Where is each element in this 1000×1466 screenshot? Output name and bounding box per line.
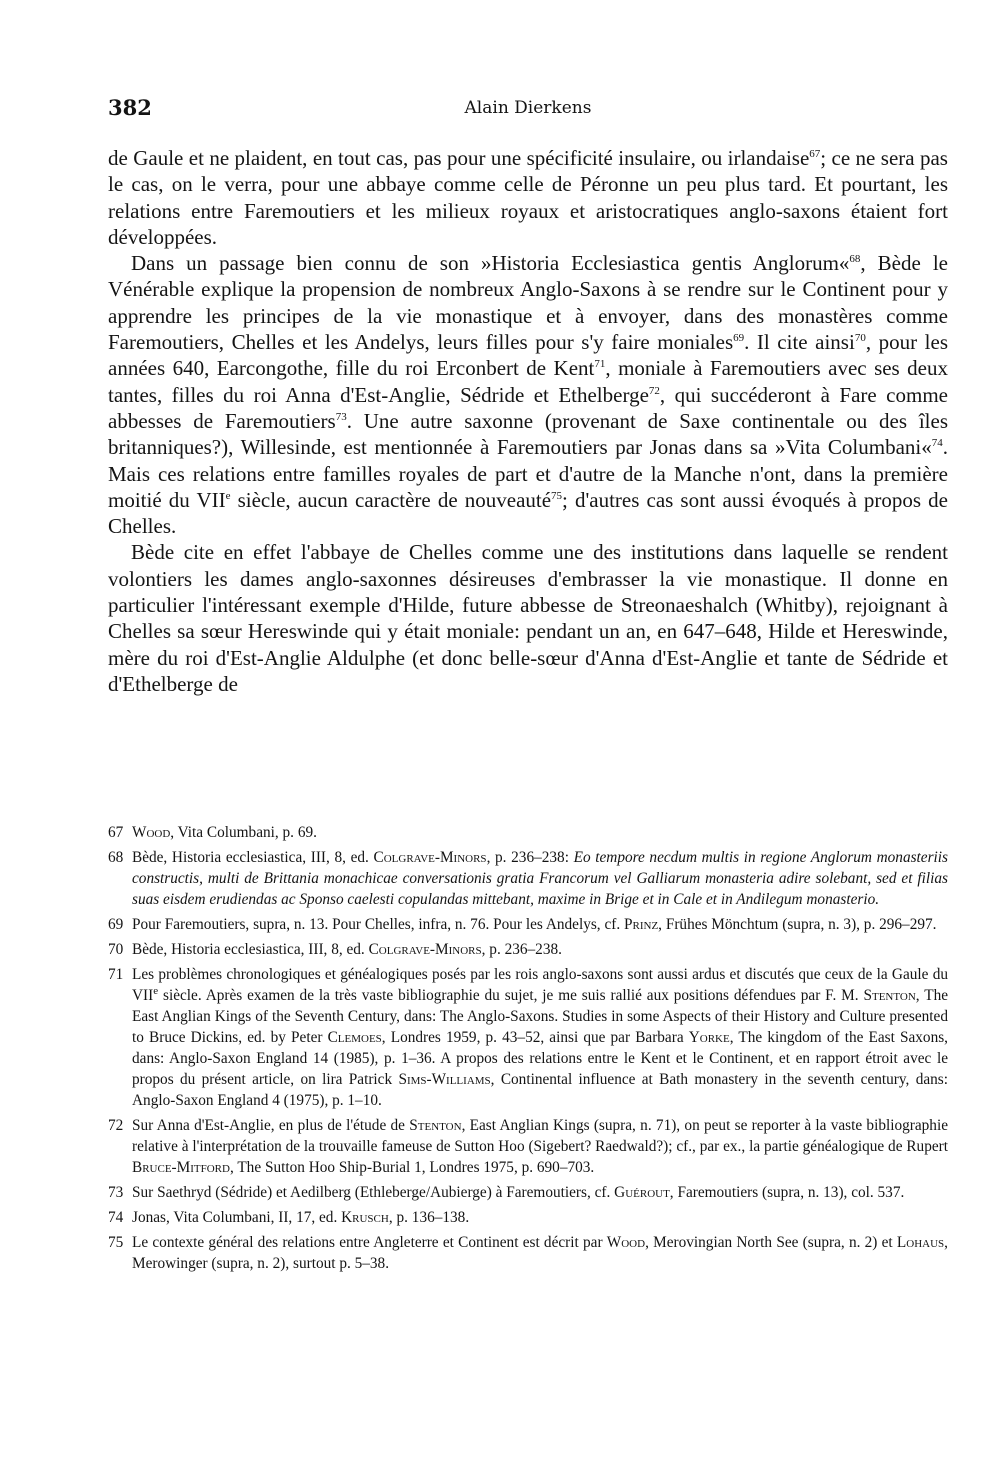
footnote bbox=[108, 914, 948, 935]
text-run: , The kingdom of the East Saxons, dans: Anglo-Saxon England 14 (1985), p. 1–36. A propos des relations entre le Kent et le Continent, et en rapport étroit avec le propos du présent article, on lira Patrick bbox=[132, 1029, 948, 1088]
page bbox=[108, 95, 948, 697]
text-run: , Londres 1959, p. 43–52, ainsi que par Barbara bbox=[381, 1029, 689, 1046]
note-reference: 70 bbox=[854, 332, 866, 345]
text-run: Sur Anna d'Est-Anglie, en plus de l'étude de bbox=[132, 1117, 410, 1134]
footnote bbox=[108, 822, 948, 843]
note-reference: 72 bbox=[648, 384, 660, 397]
footnote-number: 70 bbox=[108, 941, 124, 958]
author-name: Prinz bbox=[624, 916, 659, 933]
text-run: Le contexte général des relations entre Angleterre et Continent est décrit par bbox=[132, 1234, 607, 1251]
note-reference: 68 bbox=[849, 253, 861, 266]
author-name: Clemoes bbox=[327, 1029, 382, 1046]
text-run: , East Anglian Kings (supra, n. 71), on peut se reporter à la vaste bibliographie relative à l'interprétation de la trouvaille fameuse de Sutton Hoo (Sigebert? Raedwald?); cf., par ex., la partie généalogique de Rupert bbox=[132, 1117, 948, 1155]
footnote-text bbox=[132, 1117, 948, 1176]
text-run: , Merovingian North See (supra, n. 2) et bbox=[645, 1234, 897, 1251]
footnote-number: 75 bbox=[108, 1234, 124, 1251]
footnote-text bbox=[132, 1234, 948, 1272]
text-run: , Merowinger (supra, n. 2), surtout p. 5–38. bbox=[132, 1234, 948, 1272]
author-name: Guérout bbox=[614, 1184, 670, 1201]
text-run: , qui succéderont à Fare comme abbesses de Faremoutiers bbox=[108, 382, 948, 433]
body-paragraph bbox=[108, 250, 948, 539]
author-name: Krusch bbox=[341, 1209, 389, 1226]
author-name: Wood bbox=[606, 1234, 646, 1251]
author-name: Lohaus bbox=[896, 1234, 945, 1251]
footnote-number: 68 bbox=[108, 849, 124, 866]
text-run: Bède, Historia ecclesiastica, III, 8, ed. bbox=[132, 849, 374, 866]
text-run: Jonas, Vita Columbani, II, 17, ed. bbox=[132, 1209, 342, 1226]
text-run: de Gaule et ne plaident, en tout cas, pas pour une spécificité insulaire, ou irlandaise bbox=[108, 146, 810, 170]
footnote bbox=[108, 964, 948, 1111]
footnote-text bbox=[132, 1209, 469, 1226]
note-reference: 69 bbox=[733, 332, 745, 345]
text-run: , Bède le Vénérable explique la propension de nombreux Anglo-Saxons à se rendre sur le Continent pour y apprendre les principes de la vie monastique et à envoyer, dans des monastères comme Faremoutiers, Chelles et les Andelys, leurs filles pour s'y faire moniales bbox=[108, 251, 948, 355]
footnote-text bbox=[132, 824, 317, 841]
footnote bbox=[108, 1115, 948, 1178]
text-run: Sur Saethryd (Sédride) et Aedilberg (Ethleberge/Aubierge) à Faremoutiers, cf. bbox=[132, 1184, 615, 1201]
text-run: , p. 136–138. bbox=[388, 1209, 470, 1226]
note-reference: 75 bbox=[551, 489, 563, 502]
footnote-number: 69 bbox=[108, 916, 124, 933]
footnotes bbox=[108, 822, 948, 1278]
text-run: , The Sutton Hoo Ship-Burial 1, Londres 1975, p. 690–703. bbox=[229, 1159, 595, 1176]
note-reference: 71 bbox=[594, 358, 606, 371]
author-name: Sims-Williams bbox=[398, 1071, 491, 1088]
text-run: , Faremoutiers (supra, n. 13), col. 537. bbox=[669, 1184, 905, 1201]
footnote-number: 71 bbox=[108, 966, 124, 983]
footnote-text bbox=[132, 966, 948, 1109]
text-run: ; ce ne sera pas le cas, on le verra, pour une abbaye comme celle de Péronne un peu plus tard. Et pourtant, les relations entre Faremoutiers et les milieux royaux et aristocratiques anglo-saxons étaient fort développées. bbox=[108, 146, 948, 249]
footnote-text bbox=[132, 1184, 904, 1201]
text-run: Bède, Historia ecclesiastica, III, 8, ed. bbox=[132, 941, 369, 958]
text-run: , Vita Columbani, p. 69. bbox=[170, 824, 317, 841]
footnote-text bbox=[132, 849, 948, 908]
note-reference: e bbox=[153, 984, 159, 997]
footnote-number: 72 bbox=[108, 1117, 124, 1134]
text-run: , Continental influence at Bath monastery in the seventh century, dans: Anglo-Saxon England 4 (1975), p. 1–10. bbox=[132, 1071, 948, 1109]
author-name: Wood bbox=[132, 824, 171, 841]
footnote bbox=[108, 847, 948, 910]
latin-quote: Eo tempore necdum multis in regione Anglorum monasteriis constructis, multi de Brittania monachicae conversationis gratia Francorum vel Galliarum monasteria adire solebant, sed et filias suas eisdem erudiendas ac Sponso caelesti copulandas mittebant, maxime in Brige et in Cale et in Andilegum monasterio. bbox=[132, 849, 948, 908]
text-run: , p. 236–238: bbox=[486, 849, 574, 866]
note-reference: 74 bbox=[931, 437, 943, 450]
footnote bbox=[108, 1182, 948, 1203]
author-name: Bruce-Mitford bbox=[132, 1159, 230, 1176]
footnote-number: 74 bbox=[108, 1209, 124, 1226]
text-run: . Mais ces relations entre familles royales de part et d'autre de la Manche n'ont, dans la première moitié du VII bbox=[108, 435, 948, 512]
author-name: Stenton bbox=[863, 987, 916, 1004]
text-run: siècle. Après examen de la très vaste bibliographie du sujet, je me suis rallié aux positions défendues par F. M. bbox=[158, 987, 864, 1004]
body-paragraph bbox=[108, 539, 948, 697]
text-run: , Frühes Mönchtum (supra, n. 3), p. 296–297. bbox=[658, 916, 937, 933]
text-run: , pour les années 640, Earcongothe, fille du roi Erconbert de Kent bbox=[108, 330, 948, 381]
text-run: , moniale à Faremoutiers avec ses deux tantes, filles du roi Anna d'Est-Anglie, Sédride et Ethelberge bbox=[108, 356, 948, 407]
author-name: Yorke bbox=[688, 1029, 730, 1046]
text-run: Pour Faremoutiers, supra, n. 13. Pour Chelles, infra, n. 76. Pour les Andelys, cf. bbox=[132, 916, 624, 933]
text-run: Dans un passage bien connu de son »Historia Ecclesiastica gentis Anglorum« bbox=[131, 251, 850, 276]
text-run: . Il cite ainsi bbox=[744, 330, 855, 355]
text-run: . Une autre saxonne (provenant de Saxe continentale ou des îles britanniques?), Willesinde, est mentionnée à Faremoutiers par Jonas dans sa »Vita Columbani« bbox=[108, 408, 948, 460]
running-title: Alain Dierkens bbox=[464, 98, 592, 118]
note-reference: 73 bbox=[335, 410, 347, 423]
body-paragraph bbox=[108, 145, 948, 250]
footnote bbox=[108, 1207, 948, 1228]
note-reference: 67 bbox=[809, 148, 821, 160]
footnote-text bbox=[132, 916, 936, 933]
note-reference: e bbox=[225, 489, 231, 502]
page-number: 382 bbox=[108, 95, 152, 120]
footnote-text bbox=[132, 941, 562, 958]
footnote bbox=[108, 939, 948, 960]
text-run: ; d'autres cas sont aussi évoqués à propos de Chelles. bbox=[108, 487, 948, 539]
text-run: , The East Anglian Kings of the Seventh Century, dans: The Anglo-Saxons. Studies in some Aspects of their History and Culture presented to Bruce Dickins, ed. by Peter bbox=[132, 987, 949, 1046]
author-name: Colgrave-Minors bbox=[373, 849, 487, 866]
text-run: Bède cite en effet l'abbaye de Chelles comme une des institutions dans laquelle se rendent volontiers les dames anglo-saxonnes désireuses d'embrasser la vie monastique. Il donne en particulier l'intéressant exemple d'Hilde, future abbesse de Streonaeshalch (Whitby), rejoignant à Chelles sa sœur Hereswinde qui y était moniale: pendant un an, en 647–648, Hilde et Hereswinde, mère du roi d'Est-Anglie Aldulphe (et donc belle-sœur d'Anna d'Est-Anglie et tante de Sédride et d'Ethelberge de bbox=[108, 540, 948, 696]
author-name: Colgrave-Minors bbox=[368, 941, 482, 958]
footnote-number: 73 bbox=[108, 1184, 124, 1201]
body-text bbox=[108, 145, 948, 697]
author-name: Stenton bbox=[409, 1117, 462, 1134]
footnote bbox=[108, 1232, 948, 1274]
page-header bbox=[108, 95, 948, 125]
footnote-number: 67 bbox=[108, 824, 124, 841]
text-run: siècle, aucun caractère de nouveauté bbox=[230, 487, 552, 512]
text-run: Les problèmes chronologiques et généalogiques posés par les rois anglo-saxons sont aussi ardus et discutés que ceux de la Gaule du VII bbox=[132, 966, 948, 1004]
text-run: , p. 236–238. bbox=[481, 941, 562, 958]
